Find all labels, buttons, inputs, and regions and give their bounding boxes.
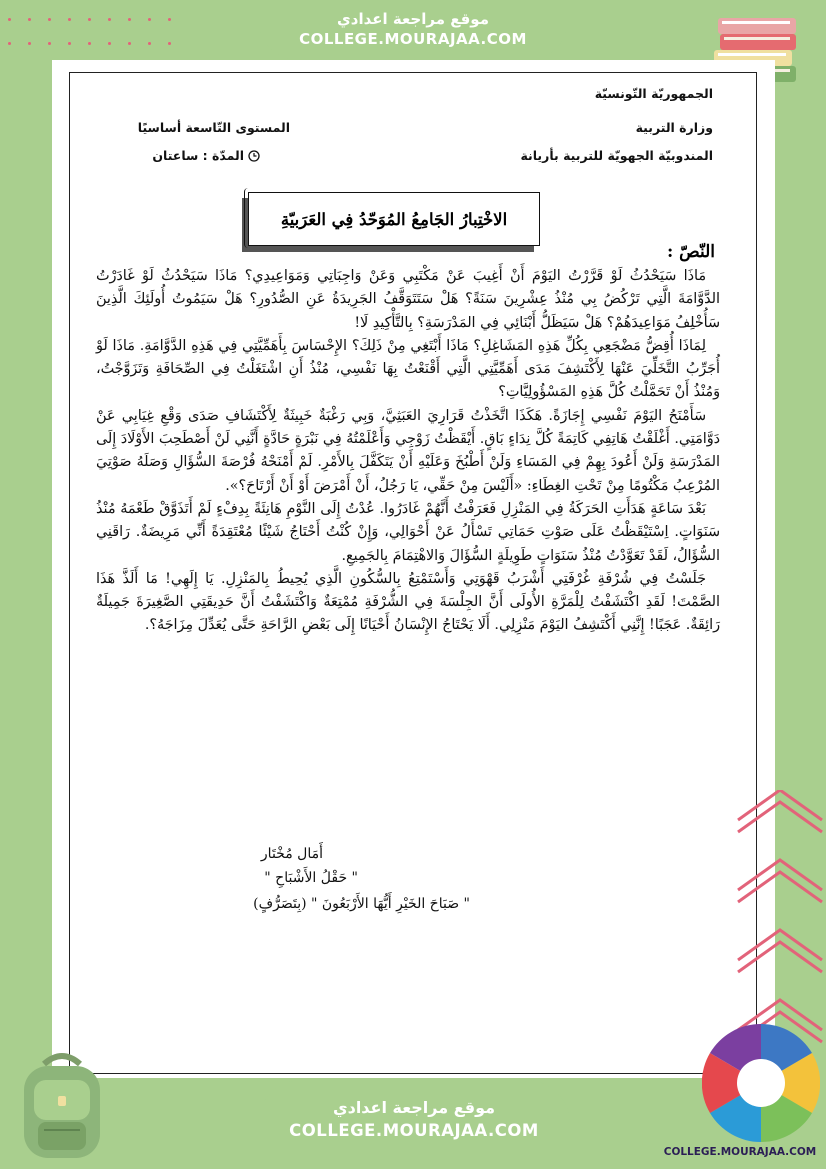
duration-row [152,148,260,163]
decorative-dot [128,18,131,21]
ministry-label: وزارة التربية [635,120,713,135]
decorative-dot [8,42,11,45]
site-name-bottom: موقع مراجعة اعدادي [332,1098,496,1117]
decorative-dot [68,18,71,21]
paragraph: لِمَاذَا أُقِضُّ مَضْجَعِي بِكُلِّ هَذِهِ المَشَاغِلِ؟ مَاذَا أَبْتَغِي مِنْ ذَلِكَ؟ الإِحْسَاسَ بِأَهَمِّيَّتِي فِي هَذِهِ الدَّوَّامَةِ. مَاذَا لَوْ أُجَرِّبُ التَّخَلِّيَ عَنْهَا لِأَكْتَشِفَ مَدَى أَهَمِّيَّتِي الَّتِي أَقْنَعْتُ بِهَا نَفْسِي، مُنْذُ أَنِ اشْتَغَلْتُ فِي الصِّحَافَةِ وَتَزَوَّجْتُ، وَمُنْذُ أَنْ تَحَمَّلْتُ كُلَّ هَذِهِ المَسْؤُولِيَّاتِ؟ [96,337,720,401]
country-label: الجمهوريّة التّونسيّة [594,86,713,101]
logo-url-label[interactable]: COLLEGE.MOURAJAA.COM [663,1146,817,1158]
clock-icon [248,150,260,162]
decorative-dot [48,18,51,21]
decorative-dot [108,18,111,21]
duration-label: المدّة : ساعتان [152,148,244,163]
decorative-dot [148,42,151,45]
decorative-dot [88,18,91,21]
exam-title: الاخْتِبارُ الجَامِعُ المُوَحّدُ فِي العَرَبيّةِ [280,209,508,229]
top-site-banner[interactable] [258,0,568,60]
text-heading: النّصّ : [666,242,715,262]
subjects-wheel-icon[interactable] [702,1024,820,1142]
bottom-site-banner[interactable] [258,1080,570,1169]
paragraph: مَاذَا سَيَحْدُثُ لَوْ قَرَّرْتُ اليَوْمَ أَنْ أَغِيبَ عَنْ مَكْتَبِي وَعَنْ وَاجِبَاتِي وَمَوَاعِيدِي؟ مَاذَا سَيَحْدُثُ لَوْ غَادَرْتُ الدَّوَّامَةَ الَّتِي تَرْكُضُ بِي مُنْذُ عِشْرِينَ سَنَةً؟ هَلْ سَتَتَوَقَّفُ الجَرِيدَةُ عَنِ الصُّدُورِ؟ هَلْ سَيَمُوتُ أُولَئِكَ الَّذِينَ سَأُخْلِفُ مَوَاعِيدَهُمْ؟ هَلْ سَيَظَلُّ أَبْنَائِي فِي المَدْرَسَةِ؟ بِالتَّأْكِيدِ لَا! [96,268,720,331]
decorative-dot [128,42,131,45]
chevron-icon [736,790,826,1050]
paragraph: سَأَمْنَحُ اليَوْمَ نَفْسِي إِجَازَةً. هَكَذَا اتَّخَذْتُ قَرَارِيَ العَبَثِيَّ، وَبِي رَغْبَةٌ خَبِيثَةٌ لِأَكْتَشَافِ صَدَى وَقْعِ غِيَابِي عَنْ دَوَّامَتِي. أَغْلَقْتُ هَاتِفِي كَاتِمَةً كُلَّ نِدَاءٍ بَاقٍ. أَيْقَظْتُ زَوْجِي وَأَعْلَمْتُهُ فِي نَبْرَةٍ حَادَّةٍ أَنَّنِي لَنْ أَصْطَحِبَ الأَوْلَادَ إِلَى المَدْرَسَةِ وَلَنْ أَعُودَ بِهِمْ فِي المَسَاءِ وَلَنْ أَطْبُخَ وَعَلَيْهِ أَنْ يَتَكَفَّلَ بِالأَمْرِ. لَمْ أَمْنَحْهُ فُرْصَةَ السُّؤَالِ وَصَلَهُ صَوْتِيَ المُرْعِبُ مَكْتُومًا مِنْ تَحْتِ الغِطَاءِ: «أَلَيْسَ مِنْ حَقِّي، يَا رَجُلُ، أَنْ أَمْرَضَ أَوْ أَنْ أَرْتَاحَ؟». [96,407,720,494]
level-label: المستوى التّاسعة أساسيًا [137,120,290,135]
paragraph: جَلَسْتُ فِي شُرْفَةِ غُرْفَتِي أَشْرَبُ قَهْوَتِي وَأَسْتَمْتِعُ بِالسُّكُونِ الَّذِي يُحِيطُ بِالمَنْزِلِ. يَا إِلَهِي! مَا أَلَذَّ هَذَا الصَّمْتَ! لَقَدِ اكْتَشَفْتُ لِلْمَرَّةِ الأُولَى أَنَّ الجِلْسَةَ فِي الشُّرْفَةِ مُمْتِعَةٌ وَاكْتَشَفْتُ أَنَّ حَدِيقَتِي الصَّغِيرَةَ جَمِيلَةٌ رَائِقَةٌ. عَجَبًا! إِنَّنِي أَكْتَشِفُ اليَوْمَ مَنْزِلِي. أَلَا يَحْتَاجُ الإِنْسَانُ أَحْيَانًا إِلَى بَعْضِ الرَّاحَةِ حَتَّى يُعَدِّلَ مِزَاجَهُ؟. [96,570,720,634]
decorative-dot [68,42,71,45]
decorative-dot [8,18,11,21]
directorate-label: المندوبيّة الجهويّة للتربية بأريانة [520,148,713,163]
exam-title-box [248,192,540,246]
decorative-dot [168,42,171,45]
decorative-dot [28,18,31,21]
passage [96,265,720,638]
decorative-dot [168,18,171,21]
site-url-top[interactable]: COLLEGE.MOURAJAA.COM [299,30,527,48]
decorative-dots [0,18,200,58]
author-name: أَمَال مُخْتَار [260,846,323,862]
story-title: " صَبَاحَ الخَيْرِ أَيُّهَا الأَرْبَعُونَ " (بِتَصَرُّفٍ) [253,896,470,912]
site-name-top: موقع مراجعة اعدادي [337,10,489,28]
exam-page [52,60,775,1078]
paragraph: بَعْدَ سَاعَةٍ هَدَأَتِ الحَرَكَةُ فِي المَنْزِلِ فَعَرَفْتُ أَنَّهُمْ غَادَرُوا. عُدْتُ إِلَى النَّوْمِ هَانِئَةً بِدِفْءٍ لَمْ أَتَذَوَّقْ طَعْمَهُ مُنْذُ سَنَوَاتٍ. اِسْتَيْقَظْتُ عَلَى صَوْتِ حَمَاتِي تَسْأَلُ عَنْ أَحْوَالِي، وَإِنْ كُنْتُ أَحْتَاجُ شَيْئًا مُعْتَقِدَةً أَنِّي مَرِيضَةٌ. رَاقَنِي السُّؤَالُ، لَقَدْ تَعَوَّدْتُ مُنْذُ سَنَوَاتٍ طَوِيلَةٍ السُّؤَالَ وَالاهْتِمَامَ بِالجَمِيعِ. [96,500,720,564]
decorative-dot [88,42,91,45]
site-url-bottom[interactable]: COLLEGE.MOURAJAA.COM [289,1121,539,1140]
decorative-dot [108,42,111,45]
book-title: " حَقْلُ الأَشْبَاحِ " [264,870,358,886]
decorative-dot [28,42,31,45]
backpack-icon [14,1050,110,1162]
decorative-dot [148,18,151,21]
decorative-dot [48,42,51,45]
